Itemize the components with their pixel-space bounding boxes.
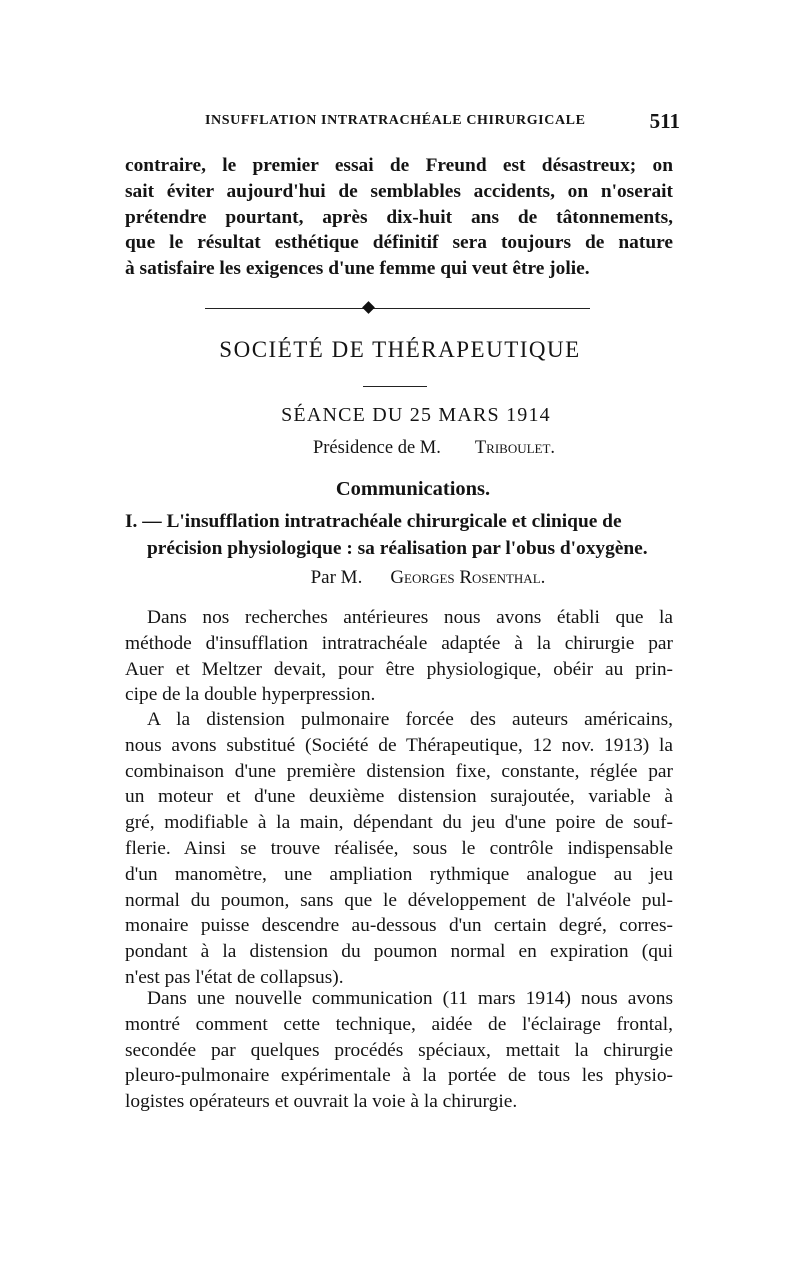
text-line: n'est pas l'état de collapsus). <box>125 966 344 988</box>
text-line: prétendre pourtant, après dix-huit ans de tâtonnements, <box>125 206 673 228</box>
text-line: à satisfaire les exigences d'une femme qui veut être jolie. <box>125 258 590 280</box>
text-line: flerie. Ainsi se trouve réalisée, sous le contrôle indispensable <box>125 837 673 859</box>
text-line: contraire, le premier essai de Freund est désastreux; on <box>125 155 673 176</box>
title-rule <box>363 386 427 387</box>
text-line: combinaison d'une première distension fixe, constante, réglée par <box>125 760 673 782</box>
text-line: Dans nos recherches antérieures nous avons établi que la <box>147 607 673 628</box>
page-number: 511 <box>649 109 680 133</box>
presidency-line <box>0 438 800 459</box>
author-name: Georges Rosenthal. <box>390 567 546 588</box>
text-line: I. — L'insufflation intratrachéale chirurgicale et clinique de <box>125 511 622 532</box>
text-line: montré comment cette technique, aidée de l'éclairage frontal, <box>125 1013 673 1035</box>
body-paragraph-1 <box>125 605 673 708</box>
text-line: un moteur et d'une deuxième distension surajoutée, variable à <box>125 786 673 808</box>
section-divider <box>205 308 590 310</box>
text-line: sait éviter aujourd'hui de semblables accidents, on n'oserait <box>125 180 673 202</box>
body-paragraph-3 <box>125 986 673 1115</box>
text-line: A la distension pulmonaire forcée des auteurs américains, <box>147 709 673 730</box>
text-line: que le résultat esthétique définitif sera toujours de nature <box>125 232 673 254</box>
text-line: Auer et Meltzer devait, pour être physiologique, obéir au prin- <box>125 658 673 680</box>
running-title: INSUFFLATION INTRATRACHÉALE CHIRURGICALE <box>205 113 586 128</box>
society-title: SOCIÉTÉ DE THÉRAPEUTIQUE <box>219 337 581 362</box>
text-line: méthode d'insufflation intratrachéale adaptée à la chirurgie par <box>125 632 673 654</box>
author-prefix: Par M. <box>310 567 363 588</box>
author-line <box>0 567 800 589</box>
president-name: Triboulet. <box>474 438 556 458</box>
text-line: précision physiologique : sa réalisation par l'obus d'oxygène. <box>147 538 648 559</box>
presidency-prefix: Présidence de M. <box>312 438 441 458</box>
text-line: pleuro-pulmonaire expérimentale à la portée de tous les physio- <box>125 1065 673 1087</box>
text-line: cipe de la double hyperpression. <box>125 684 376 706</box>
text-line: monaire puisse descendre au-dessous d'un certain degré, corres- <box>125 915 673 937</box>
text-line: logistes opérateurs et ouvrait la voie à la chirurgie. <box>125 1091 518 1113</box>
session-heading: SÉANCE DU 25 MARS 1914 <box>281 404 551 426</box>
text-line: nous avons substitué (Société de Thérapeutique, 12 nov. 1913) la <box>125 734 673 756</box>
text-line: d'un manomètre, une ampliation rythmique analogue au jeu <box>125 863 673 885</box>
intro-paragraph <box>125 153 673 282</box>
communications-heading: Communications. <box>335 478 491 500</box>
communication-title <box>125 508 673 562</box>
text-line: secondée par quelques procédés spéciaux, mettait la chirurgie <box>125 1039 673 1061</box>
text-line: Dans une nouvelle communication (11 mars 1914) nous avons <box>147 988 673 1009</box>
text-line: gré, modifiable à la main, dépendant du jeu d'une poire de souf- <box>125 812 673 834</box>
divider-ornament-icon <box>362 301 375 314</box>
text-line: normal du poumon, sans que le développement de l'alvéole pul- <box>125 889 673 911</box>
running-header <box>205 109 680 133</box>
body-paragraph-2 <box>125 707 673 991</box>
text-line: pondant à la distension du poumon normal en expiration (qui <box>125 941 673 963</box>
